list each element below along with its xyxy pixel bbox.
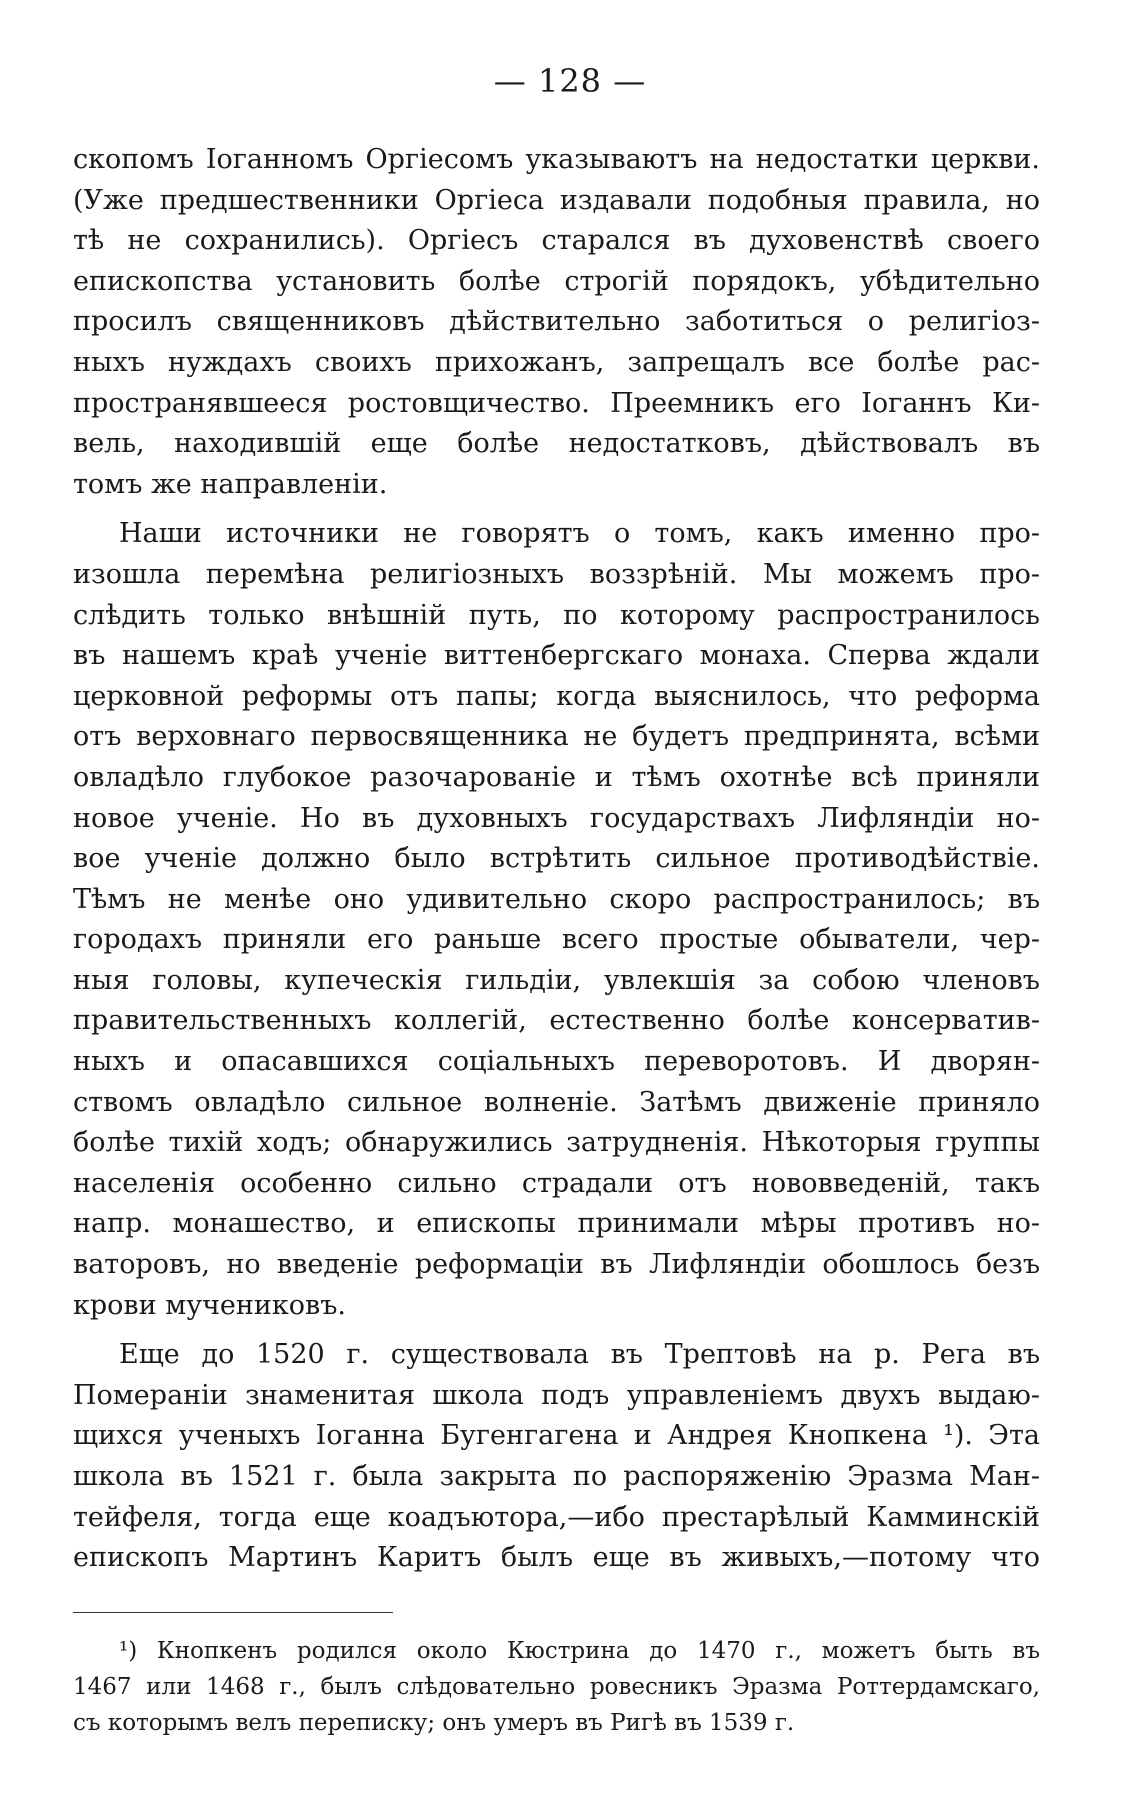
main-text [73,140,1040,1579]
text-line: епископъ Мартинъ Каритъ былъ еще въ живыхъ,—потому что [73,1542,1040,1574]
text-line: ныхъ нуждахъ своихъ прихожанъ, запрещалъ все болѣе рас- [73,346,1040,378]
footnote-divider [73,1612,393,1613]
text-line: напр. монашество, и епископы принимали мѣры противъ но- [73,1208,1040,1240]
text-line: овладѣло глубокое разочарованіе и тѣмъ охотнѣе всѣ приняли [73,761,1040,793]
text-line: Тѣмъ не менѣе оно удивительно скоро распространилось; въ [73,883,1040,915]
text-line: щихся ученыхъ Іоганна Бугенгагена и Андрея Кнопкена ¹). Эта [73,1420,1040,1452]
text-line: школа въ 1521 г. была закрыта по распоряженію Эразма Ман- [73,1461,1040,1492]
text-line: слѣдить только внѣшній путь, по которому распространилось [73,599,1040,631]
text-line: пространявшееся ростовщичество. Преемникъ его Іоганнъ Ки- [73,387,1040,419]
text-line: изошла перемѣна религіозныхъ воззрѣній. Мы можемъ про- [73,558,1040,590]
text-line: крови мучениковъ. [73,1289,346,1321]
text-line: городахъ приняли его раньше всего простые обыватели, чер- [73,924,1040,956]
text-line: просилъ священниковъ дѣйствительно заботиться о религіоз- [73,306,1040,338]
paragraph [73,514,1040,1326]
paragraph [73,140,1040,505]
text-line: населенія особенно сильно страдали отъ нововведеній, такъ [73,1167,1040,1199]
footnote-line: съ которымъ велъ переписку; онъ умеръ въ Ригѣ въ 1539 г. [73,1710,795,1736]
text-line: скопомъ Іоганномъ Оргіесомъ указываютъ на недостатки церкви. [73,144,1040,175]
footnote-line: ¹) Кнопкенъ родился около Кюстрина до 1470 г., можетъ быть въ [119,1638,1040,1664]
page-number: — 128 — [493,62,647,100]
paragraph [73,1335,1040,1579]
text-line: ныхъ и опасавшихся соціальныхъ переворотовъ. И дворян- [73,1046,1040,1078]
text-line: (Уже предшественники Оргіеса издавали подобныя правила, но [73,184,1040,216]
text-line: новое ученіе. Но въ духовныхъ государствахъ Лифляндіи но- [73,802,1040,834]
text-line: отъ верховнаго первосвященника не будетъ предпринята, всѣми [73,721,1040,753]
text-line: вое ученіе должно было встрѣтить сильное противодѣйствіе. [73,843,1040,875]
text-line: болѣе тихій ходъ; обнаружились затрудненія. Нѣкоторыя группы [73,1127,1040,1159]
footnote [73,1633,1040,1741]
text-line: Еще до 1520 г. существовала въ Трептовѣ на р. Рега въ [119,1339,1040,1371]
text-line: епископства установить болѣе строгій порядокъ, убѣдительно [73,265,1040,297]
text-line: ваторовъ, но введеніе реформаціи въ Лифляндіи обошлось безъ [73,1249,1040,1281]
text-line: Помераніи знаменитая школа подъ управленіемъ двухъ выдаю- [73,1379,1040,1411]
text-line: тейфеля, тогда еще коадъютора,—ибо престарѣлый Камминскій [73,1501,1040,1533]
text-line: правительственныхъ коллегій, естественно болѣе консерватив- [73,1005,1040,1037]
text-line: Наши источники не говорятъ о томъ, какъ именно про- [119,518,1040,550]
text-line: вель, находившій еще болѣе недостатковъ, дѣйствовалъ въ [73,428,1040,460]
text-line: тѣ не сохранились). Оргіесъ старался въ духовенствѣ своего [73,225,1040,257]
text-line: томъ же направленіи. [73,468,388,500]
footnote-line: 1467 или 1468 г., былъ слѣдовательно ровесникъ Эразма Роттердамскаго, [73,1674,1040,1700]
text-line: ныя головы, купеческія гильдіи, увлекшія за собою членовъ [73,964,1040,996]
text-line: ствомъ овладѣло сильное волненіе. Затѣмъ движеніе приняло [73,1086,1040,1118]
text-line: въ нашемъ краѣ ученіе виттенбергскаго монаха. Сперва ждали [73,640,1040,672]
text-line: церковной реформы отъ папы; когда выяснилось, что реформа [73,680,1040,712]
